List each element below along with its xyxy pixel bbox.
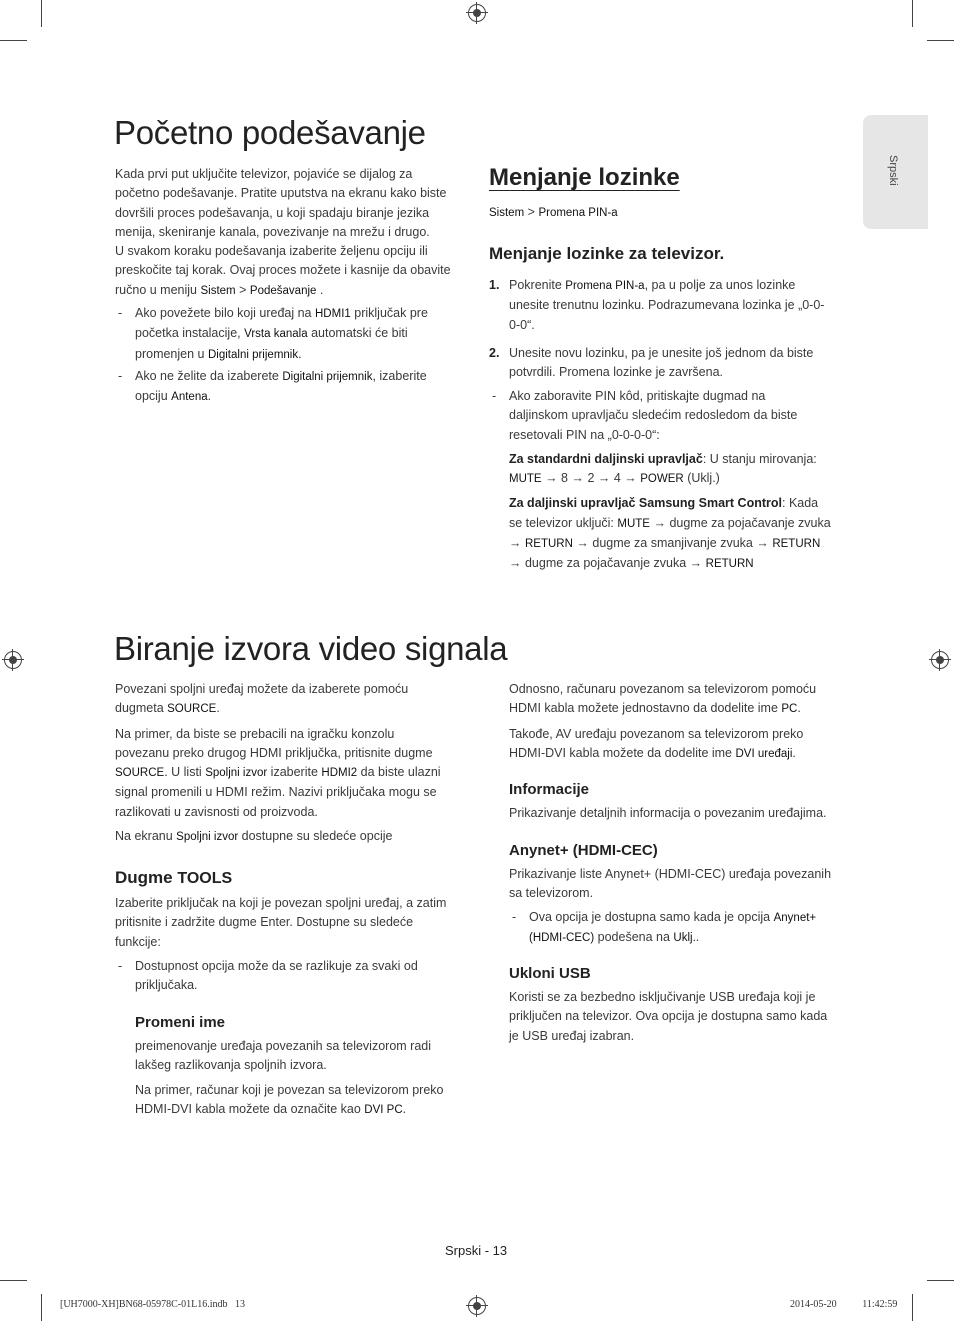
print-timestamp: 2014-05-20 ￿￿ 11:42:59 (790, 1299, 898, 1310)
anynet-body: Prikazivanje liste Anynet+ (HDMI-CEC) uređaja povezanih sa televizorom. (509, 867, 832, 901)
remove-usb-body: Koristi se za bezbedno isključivanje USB uređaja koji je priključen na televizor. Ova opcija je dostupna samo kada je USB uređaj izabran. (509, 990, 828, 1043)
menu-key: Sistem (200, 284, 236, 297)
section-title-initial-setup: Početno podešavanje (114, 114, 426, 151)
numbered-step: 2. Unesite novu lozinku, pa je unesite još jednom da biste potvrdili. Promena lozinke je završena. (489, 346, 814, 380)
tools-body: Izaberite priključak na koji je povezan spoljni uređaj, a zatim pritisnite i zadržite dugme Enter. Dostupne su sledeće funkcije: (115, 896, 447, 949)
paragraph: U svakom koraku podešavanja izaberite željenu opciju ili (115, 244, 428, 259)
page-number: Srpski - 13 (445, 1243, 508, 1258)
registration-mark-icon (931, 651, 949, 669)
paragraph: ručno u meniju Sistem > Podešavanje . (115, 282, 324, 297)
subsection-title-tools: Dugme TOOLS (115, 868, 233, 887)
language-tab (863, 115, 928, 229)
menu-key: Podešavanje (249, 284, 317, 297)
subsection-title-remove-usb: Ukloni USB (509, 965, 591, 982)
print-file-name: [UH7000-XH]BN68-05978C-01L16.indb 13 (60, 1299, 245, 1310)
paragraph: Kada prvi put uključite televizor, pojaviće se dijalog za (115, 167, 413, 181)
rename-body: preimenovanje uređaja povezanih sa televizorom radi lakšeg razlikovanja spoljnih izvora. Na primer, računar koji je povezan sa televizorom preko HDMI-DVI kabla možete da označite kao DVI PC. (135, 1039, 444, 1116)
crop-mark (927, 1280, 954, 1281)
crop-mark (912, 1294, 913, 1321)
subsection-title-rename: Promeni ime (135, 1014, 226, 1031)
paragraph: dovršili proces podešavanja, u koji spadaju biranje jezika (115, 205, 430, 220)
crop-mark (0, 1280, 27, 1281)
section-title-input-source: Biranje izvora video signala (114, 630, 508, 667)
bullet-item: - Ova opcija je dostupna samo kada je opcija Anynet+ (HDMI-CEC) podešena na Uklj.. (512, 910, 817, 945)
section-title-change-password: Menjanje lozinke (489, 164, 680, 191)
info-body: Prikazivanje detaljnih informacija o povezanim uređajima. (509, 806, 827, 820)
paragraph: preskočite taj korak. Ovaj proces možete i kasnije da obavite (115, 263, 451, 278)
crop-mark (0, 40, 27, 41)
initial-setup-body (115, 165, 465, 301)
menu-path: Sistem > Promena PIN-a (489, 205, 618, 219)
crop-mark (41, 0, 42, 27)
crop-mark (927, 40, 954, 41)
paragraph: menija, skeniranje kanala, povezivanje na mrežu i drugo. (115, 224, 430, 239)
bullet-item: - Ako zaboravite PIN kôd, pritiskajte dugmad na daljinskom upravljaču sledećim redosledom da biste resetovali PIN na „0-0-0-0“: Za standardni daljinski upravljač: U stanju mirovanja: MUTE → 8 → 2 → 4 → POWER (Uklj.) Za daljinski upravljač Samsung Smart Control: Kada se televizor uključi: MUTE → dugme za pojačavanje zvuka → RETURN → dugme za smanjivanje zvuka → RETURN → dugme za pojačavanje zvuka → RETURN (492, 389, 831, 571)
registration-mark-icon (468, 1297, 486, 1315)
language-tab-label: Srpski (887, 155, 899, 186)
source-left-column: Povezani spoljni uređaj možete da izaberete pomoću dugmeta SOURCE. Na primer, da biste se prebacili na igračku konzolu povezanu preko drugog HDMI priključka, pritisnite dugme SOURCE. U listi Spoljni izvor izaberite HDMI2 da biste ulazni signal promenili u HDMI režim. Nazivi priključaka mogu se razlikovati u zavisnosti od proizvoda. Na ekranu Spoljni izvor dostupne su sledeće opcije (115, 682, 441, 844)
bullet-item: - Ako ne želite da izaberete Digitalni prijemnik, izaberite opciju Antena. (118, 369, 427, 404)
crop-mark (912, 0, 913, 27)
subsection-title-info: Informacije (509, 781, 590, 798)
subsection-title-anynet: Anynet+ (HDMI-CEC) (509, 842, 658, 859)
bullet-item: - Ako povežete bilo koji uređaj na HDMI1 priključak pre početka instalacije, Vrsta kanala automatski će biti promenjen u Digitalni prijemnik. (118, 306, 428, 361)
source-right-column: Odnosno, računaru povezanom sa televizorom pomoću HDMI kabla možete jednostavno da dodelite ime PC. Takođe, AV uređaju povezanom sa televizorom preko HDMI-DVI kabla možete da dodelite ime DVI uređaji. (509, 682, 817, 760)
paragraph: početno podešavanje. Pratite uputstva na ekranu kako biste (115, 186, 447, 201)
registration-mark-icon (468, 4, 486, 22)
bullet-item: - Dostupnost opcija može da se razlikuje za svaki od priključaka. (118, 959, 418, 993)
registration-mark-icon (4, 651, 22, 669)
numbered-step: 1. Pokrenite Promena PIN-a, pa u polje za unos lozinke unesite trenutnu lozinku. Podrazumevana lozinka je „0-0- 0-0“. (489, 278, 825, 332)
crop-mark (41, 1294, 42, 1321)
subsection-title: Menjanje lozinke za televizor. (489, 244, 725, 263)
